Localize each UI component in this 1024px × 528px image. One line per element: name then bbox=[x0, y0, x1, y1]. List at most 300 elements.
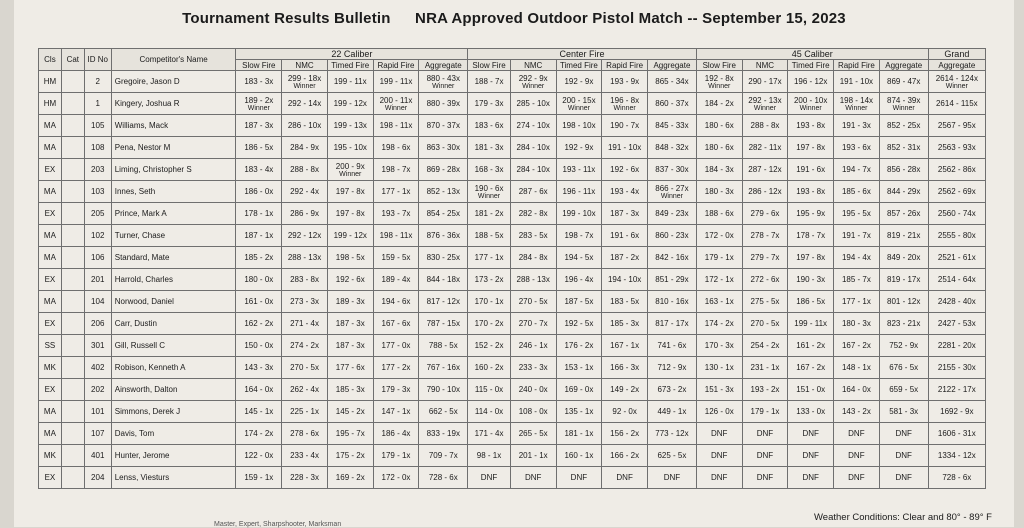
score-cell: 2567 - 95x bbox=[928, 115, 985, 137]
score-cell: 193 - 9x bbox=[602, 71, 648, 93]
score-cell: 196 - 12x bbox=[788, 71, 834, 93]
score-cell: DNF bbox=[879, 423, 928, 445]
score-cell: DNF bbox=[696, 467, 742, 489]
score-cell: 2281 - 20x bbox=[928, 335, 985, 357]
score-cell: 787 - 15x bbox=[419, 313, 468, 335]
score-cell: 190 - 6x Winner bbox=[468, 181, 511, 203]
class-cell: HM bbox=[39, 71, 62, 93]
category-cell bbox=[61, 379, 84, 401]
score-cell: 173 - 2x bbox=[468, 269, 511, 291]
match-title: NRA Approved Outdoor Pistol Match -- September 15, 2023 bbox=[415, 10, 846, 27]
category-cell bbox=[61, 93, 84, 115]
table-row bbox=[39, 115, 986, 137]
id-cell: 205 bbox=[84, 203, 111, 225]
score-cell: 170 - 1x bbox=[468, 291, 511, 313]
class-cell: EX bbox=[39, 203, 62, 225]
score-cell: 709 - 7x bbox=[419, 445, 468, 467]
score-cell: 283 - 5x bbox=[510, 225, 556, 247]
score-cell: 193 - 8x bbox=[788, 115, 834, 137]
score-cell: 198 - 7x bbox=[556, 225, 602, 247]
score-cell: DNF bbox=[742, 423, 788, 445]
category-cell bbox=[61, 181, 84, 203]
score-cell: 177 - 1x bbox=[373, 181, 419, 203]
score-cell: 790 - 10x bbox=[419, 379, 468, 401]
score-cell: 195 - 10x bbox=[327, 137, 373, 159]
category-cell bbox=[61, 423, 84, 445]
score-cell: 2562 - 69x bbox=[928, 181, 985, 203]
score-cell: 288 - 13x bbox=[510, 269, 556, 291]
id-cell: 202 bbox=[84, 379, 111, 401]
score-cell: 874 - 39x Winner bbox=[879, 93, 928, 115]
score-cell: 166 - 2x bbox=[602, 445, 648, 467]
score-cell: 199 - 13x bbox=[327, 115, 373, 137]
score-cell: 185 - 3x bbox=[327, 379, 373, 401]
score-cell: 292 - 4x bbox=[282, 181, 328, 203]
category-cell bbox=[61, 291, 84, 313]
score-cell: 262 - 4x bbox=[282, 379, 328, 401]
score-cell: 270 - 7x bbox=[510, 313, 556, 335]
score-cell: 869 - 47x bbox=[879, 71, 928, 93]
class-cell: EX bbox=[39, 379, 62, 401]
score-cell: 174 - 2x bbox=[236, 423, 282, 445]
score-cell: 869 - 28x bbox=[419, 159, 468, 181]
score-cell: DNF bbox=[788, 467, 834, 489]
score-cell: 854 - 25x bbox=[419, 203, 468, 225]
score-cell: 837 - 30x bbox=[647, 159, 696, 181]
score-cell: 273 - 3x bbox=[282, 291, 328, 313]
score-cell: 169 - 2x bbox=[327, 467, 373, 489]
winner-label: Winner bbox=[567, 104, 590, 112]
table-row bbox=[39, 269, 986, 291]
score-cell: 180 - 3x bbox=[696, 181, 742, 203]
score-cell: 190 - 3x bbox=[788, 269, 834, 291]
competitor-name: Hunter, Jerome bbox=[111, 445, 236, 467]
score-cell: DNF bbox=[742, 467, 788, 489]
score-cell: 187 - 3x bbox=[327, 335, 373, 357]
table-row bbox=[39, 379, 986, 401]
score-cell: 1334 - 12x bbox=[928, 445, 985, 467]
score-cell: 98 - 1x bbox=[468, 445, 511, 467]
score-cell: 193 - 7x bbox=[373, 203, 419, 225]
subcol-nmc: NMC bbox=[742, 60, 788, 71]
score-cell: 191 - 10x bbox=[602, 137, 648, 159]
winner-label: Winner bbox=[339, 170, 362, 178]
score-cell: 860 - 23x bbox=[647, 225, 696, 247]
score-cell: 163 - 1x bbox=[696, 291, 742, 313]
score-cell: 177 - 0x bbox=[373, 335, 419, 357]
score-cell: 288 - 13x bbox=[282, 247, 328, 269]
score-cell: DNF bbox=[647, 467, 696, 489]
score-cell: 292 - 14x bbox=[282, 93, 328, 115]
score-cell: 2562 - 86x bbox=[928, 159, 985, 181]
score-cell: 292 - 12x bbox=[282, 225, 328, 247]
score-cell: 167 - 1x bbox=[602, 335, 648, 357]
id-cell: 108 bbox=[84, 137, 111, 159]
score-cell: 197 - 8x bbox=[327, 203, 373, 225]
score-cell: 187 - 5x bbox=[556, 291, 602, 313]
class-cell: MA bbox=[39, 423, 62, 445]
table-row bbox=[39, 93, 986, 115]
subcol-nmc: NMC bbox=[282, 60, 328, 71]
score-cell: 190 - 7x bbox=[602, 115, 648, 137]
score-cell: 151 - 3x bbox=[696, 379, 742, 401]
score-cell: 191 - 10x bbox=[834, 71, 880, 93]
category-cell bbox=[61, 269, 84, 291]
col-cls: Cls bbox=[39, 49, 62, 71]
score-cell: 200 - 11x Winner bbox=[373, 93, 419, 115]
subcol-timed-fire: Timed Fire bbox=[788, 60, 834, 71]
score-cell: 284 - 9x bbox=[282, 137, 328, 159]
id-cell: 2 bbox=[84, 71, 111, 93]
score-cell: 728 - 6x bbox=[928, 467, 985, 489]
score-cell: 1606 - 31x bbox=[928, 423, 985, 445]
id-cell: 204 bbox=[84, 467, 111, 489]
score-cell: 195 - 7x bbox=[327, 423, 373, 445]
score-cell: 286 - 10x bbox=[282, 115, 328, 137]
score-cell: 176 - 2x bbox=[556, 335, 602, 357]
category-cell bbox=[61, 335, 84, 357]
winner-label: Winner bbox=[432, 82, 455, 90]
score-cell: 201 - 1x bbox=[510, 445, 556, 467]
class-cell: EX bbox=[39, 159, 62, 181]
score-cell: 185 - 6x bbox=[834, 181, 880, 203]
score-cell: 185 - 2x bbox=[236, 247, 282, 269]
class-cell: MA bbox=[39, 137, 62, 159]
class-cell: HM bbox=[39, 93, 62, 115]
score-cell: 870 - 37x bbox=[419, 115, 468, 137]
subcol-slow-fire: Slow Fire bbox=[236, 60, 282, 71]
table-row bbox=[39, 335, 986, 357]
competitor-name: Pena, Nestor M bbox=[111, 137, 236, 159]
subcol-rapid-fire: Rapid Fire bbox=[834, 60, 880, 71]
subcol-rapid-fire: Rapid Fire bbox=[602, 60, 648, 71]
table-row bbox=[39, 203, 986, 225]
score-cell: 188 - 5x bbox=[468, 225, 511, 247]
score-cell: 240 - 0x bbox=[510, 379, 556, 401]
subcol-grand-aggregate: Aggregate bbox=[928, 60, 985, 71]
score-cell: 833 - 19x bbox=[419, 423, 468, 445]
score-cell: DNF bbox=[510, 467, 556, 489]
competitor-name: Simmons, Derek J bbox=[111, 401, 236, 423]
score-cell: 179 - 1x bbox=[373, 445, 419, 467]
score-cell: 122 - 0x bbox=[236, 445, 282, 467]
competitor-name: Davis, Tom bbox=[111, 423, 236, 445]
score-cell: 199 - 11x bbox=[373, 71, 419, 93]
score-cell: 876 - 36x bbox=[419, 225, 468, 247]
score-cell: 198 - 5x bbox=[327, 247, 373, 269]
score-cell: 180 - 3x bbox=[834, 313, 880, 335]
score-cell: 186 - 4x bbox=[373, 423, 419, 445]
score-cell: 287 - 12x bbox=[742, 159, 788, 181]
score-cell: 2560 - 74x bbox=[928, 203, 985, 225]
score-cell: DNF bbox=[834, 423, 880, 445]
id-cell: 301 bbox=[84, 335, 111, 357]
score-cell: 177 - 1x bbox=[834, 291, 880, 313]
score-cell: 844 - 18x bbox=[419, 269, 468, 291]
score-cell: 164 - 0x bbox=[236, 379, 282, 401]
score-cell: 810 - 16x bbox=[647, 291, 696, 313]
class-cell: EX bbox=[39, 313, 62, 335]
score-cell: 823 - 21x bbox=[879, 313, 928, 335]
score-cell: 292 - 9x Winner bbox=[510, 71, 556, 93]
score-cell: 193 - 2x bbox=[742, 379, 788, 401]
class-cell: MA bbox=[39, 401, 62, 423]
subcol-timed-fire: Timed Fire bbox=[327, 60, 373, 71]
score-cell: 185 - 3x bbox=[602, 313, 648, 335]
score-cell: 625 - 5x bbox=[647, 445, 696, 467]
score-cell: 849 - 23x bbox=[647, 203, 696, 225]
id-cell: 402 bbox=[84, 357, 111, 379]
class-cell: MA bbox=[39, 247, 62, 269]
score-cell: 287 - 6x bbox=[510, 181, 556, 203]
score-cell: 187 - 3x bbox=[602, 203, 648, 225]
score-cell: 186 - 5x bbox=[236, 137, 282, 159]
score-cell: 282 - 11x bbox=[742, 137, 788, 159]
score-cell: 2428 - 40x bbox=[928, 291, 985, 313]
score-cell: 286 - 9x bbox=[282, 203, 328, 225]
class-cell: MA bbox=[39, 115, 62, 137]
winner-label: Winner bbox=[945, 82, 968, 90]
score-cell: 133 - 0x bbox=[788, 401, 834, 423]
score-cell: 167 - 2x bbox=[788, 357, 834, 379]
score-cell: 192 - 6x bbox=[327, 269, 373, 291]
header-row-groups bbox=[39, 49, 986, 60]
score-cell: 187 - 2x bbox=[602, 247, 648, 269]
class-cell: MA bbox=[39, 291, 62, 313]
score-cell: 151 - 0x bbox=[788, 379, 834, 401]
winner-label: Winner bbox=[522, 82, 545, 90]
score-cell: 191 - 7x bbox=[834, 225, 880, 247]
score-cell: 851 - 29x bbox=[647, 269, 696, 291]
subcol-aggregate: Aggregate bbox=[419, 60, 468, 71]
score-cell: 126 - 0x bbox=[696, 401, 742, 423]
table-row bbox=[39, 401, 986, 423]
score-cell: 108 - 0x bbox=[510, 401, 556, 423]
score-cell: 194 - 6x bbox=[373, 291, 419, 313]
table-row bbox=[39, 357, 986, 379]
score-cell: 773 - 12x bbox=[647, 423, 696, 445]
score-cell: 199 - 11x bbox=[327, 71, 373, 93]
competitor-name: Turner, Chase bbox=[111, 225, 236, 247]
winner-label: Winner bbox=[613, 104, 636, 112]
table-row bbox=[39, 247, 986, 269]
score-cell: 659 - 5x bbox=[879, 379, 928, 401]
score-cell: 2155 - 30x bbox=[928, 357, 985, 379]
col-cat: Cat bbox=[61, 49, 84, 71]
score-cell: 197 - 8x bbox=[327, 181, 373, 203]
score-cell: 179 - 1x bbox=[696, 247, 742, 269]
score-cell: 880 - 39x bbox=[419, 93, 468, 115]
score-cell: 198 - 11x bbox=[373, 115, 419, 137]
score-cell: 278 - 6x bbox=[282, 423, 328, 445]
score-cell: 198 - 11x bbox=[373, 225, 419, 247]
id-cell: 102 bbox=[84, 225, 111, 247]
score-cell: 180 - 0x bbox=[236, 269, 282, 291]
class-cell: MA bbox=[39, 225, 62, 247]
competitor-name: Harrold, Charles bbox=[111, 269, 236, 291]
class-legend: Master, Expert, Sharpshooter, Marksman bbox=[214, 521, 342, 528]
score-cell: 676 - 5x bbox=[879, 357, 928, 379]
score-cell: 279 - 6x bbox=[742, 203, 788, 225]
score-cell: DNF bbox=[788, 423, 834, 445]
score-cell: 183 - 5x bbox=[602, 291, 648, 313]
competitor-name: Ainsworth, Dalton bbox=[111, 379, 236, 401]
score-cell: 135 - 1x bbox=[556, 401, 602, 423]
category-cell bbox=[61, 357, 84, 379]
score-cell: 189 - 2x Winner bbox=[236, 93, 282, 115]
group-22-caliber: 22 Caliber bbox=[236, 49, 468, 60]
score-cell: 801 - 12x bbox=[879, 291, 928, 313]
id-cell: 103 bbox=[84, 181, 111, 203]
score-cell: 195 - 5x bbox=[834, 203, 880, 225]
score-cell: 148 - 1x bbox=[834, 357, 880, 379]
competitor-name: Gregoire, Jason D bbox=[111, 71, 236, 93]
score-cell: 191 - 3x bbox=[834, 115, 880, 137]
score-cell: 844 - 29x bbox=[879, 181, 928, 203]
score-cell: 193 - 6x bbox=[834, 137, 880, 159]
group-center-fire: Center Fire bbox=[468, 49, 697, 60]
score-cell: 662 - 5x bbox=[419, 401, 468, 423]
score-cell: DNF bbox=[742, 445, 788, 467]
score-cell: 270 - 5x bbox=[742, 313, 788, 335]
score-cell: 180 - 6x bbox=[696, 115, 742, 137]
score-cell: 198 - 14x Winner bbox=[834, 93, 880, 115]
category-cell bbox=[61, 445, 84, 467]
col-id: ID No bbox=[84, 49, 111, 71]
score-cell: 159 - 1x bbox=[236, 467, 282, 489]
score-cell: 198 - 6x bbox=[373, 137, 419, 159]
score-cell: 178 - 7x bbox=[788, 225, 834, 247]
score-cell: 187 - 3x bbox=[236, 115, 282, 137]
score-cell: 150 - 0x bbox=[236, 335, 282, 357]
winner-label: Winner bbox=[477, 192, 501, 200]
subcol-slow-fire: Slow Fire bbox=[468, 60, 511, 71]
score-cell: 191 - 6x bbox=[788, 159, 834, 181]
score-cell: 197 - 8x bbox=[788, 137, 834, 159]
score-cell: 189 - 3x bbox=[327, 291, 373, 313]
category-cell bbox=[61, 225, 84, 247]
class-cell: MK bbox=[39, 445, 62, 467]
competitor-name: Gill, Russell C bbox=[111, 335, 236, 357]
score-cell: 200 - 9x Winner bbox=[327, 159, 373, 181]
score-cell: 143 - 2x bbox=[834, 401, 880, 423]
score-cell: 180 - 6x bbox=[696, 137, 742, 159]
score-cell: 145 - 2x bbox=[327, 401, 373, 423]
score-cell: 290 - 17x bbox=[742, 71, 788, 93]
score-cell: 194 - 4x bbox=[834, 247, 880, 269]
score-cell: 817 - 12x bbox=[419, 291, 468, 313]
score-cell: 284 - 10x bbox=[510, 159, 556, 181]
score-cell: 92 - 0x bbox=[602, 401, 648, 423]
score-cell: DNF bbox=[602, 467, 648, 489]
score-cell: 767 - 16x bbox=[419, 357, 468, 379]
score-cell: 199 - 12x bbox=[327, 93, 373, 115]
score-cell: 199 - 12x bbox=[327, 225, 373, 247]
id-cell: 201 bbox=[84, 269, 111, 291]
score-cell: 193 - 4x bbox=[602, 181, 648, 203]
score-cell: 174 - 2x bbox=[696, 313, 742, 335]
category-cell bbox=[61, 467, 84, 489]
score-cell: 164 - 0x bbox=[834, 379, 880, 401]
score-cell: 177 - 1x bbox=[468, 247, 511, 269]
score-cell: 162 - 2x bbox=[236, 313, 282, 335]
score-cell: 271 - 4x bbox=[282, 313, 328, 335]
score-cell: 741 - 6x bbox=[647, 335, 696, 357]
score-cell: 849 - 20x bbox=[879, 247, 928, 269]
score-cell: 288 - 8x bbox=[282, 159, 328, 181]
score-cell: 265 - 5x bbox=[510, 423, 556, 445]
score-cell: 156 - 2x bbox=[602, 423, 648, 445]
subcol-nmc: NMC bbox=[510, 60, 556, 71]
table-row bbox=[39, 467, 986, 489]
score-cell: 819 - 21x bbox=[879, 225, 928, 247]
score-cell: 170 - 3x bbox=[696, 335, 742, 357]
id-cell: 206 bbox=[84, 313, 111, 335]
score-cell: 147 - 1x bbox=[373, 401, 419, 423]
score-cell: 181 - 1x bbox=[556, 423, 602, 445]
score-cell: 181 - 2x bbox=[468, 203, 511, 225]
score-cell: 581 - 3x bbox=[879, 401, 928, 423]
winner-label: Winner bbox=[660, 192, 684, 200]
table-row bbox=[39, 313, 986, 335]
score-cell: 866 - 27x Winner bbox=[647, 181, 696, 203]
score-cell: 817 - 17x bbox=[647, 313, 696, 335]
score-cell: 188 - 7x bbox=[468, 71, 511, 93]
winner-label: Winner bbox=[753, 104, 777, 112]
score-cell: 284 - 10x bbox=[510, 137, 556, 159]
score-cell: 161 - 2x bbox=[788, 335, 834, 357]
score-cell: 130 - 1x bbox=[696, 357, 742, 379]
score-cell: 2514 - 64x bbox=[928, 269, 985, 291]
score-cell: 863 - 30x bbox=[419, 137, 468, 159]
score-cell: 856 - 28x bbox=[879, 159, 928, 181]
table-row bbox=[39, 137, 986, 159]
score-cell: DNF bbox=[879, 467, 928, 489]
score-cell: 2614 - 115x bbox=[928, 93, 985, 115]
score-cell: 673 - 2x bbox=[647, 379, 696, 401]
score-cell: 169 - 0x bbox=[556, 379, 602, 401]
subcol-rapid-fire: Rapid Fire bbox=[373, 60, 419, 71]
score-cell: 282 - 8x bbox=[510, 203, 556, 225]
competitor-name: Innes, Seth bbox=[111, 181, 236, 203]
score-cell: 880 - 43x Winner bbox=[419, 71, 468, 93]
score-cell: 184 - 3x bbox=[696, 159, 742, 181]
score-cell: 192 - 6x bbox=[602, 159, 648, 181]
score-cell: 198 - 7x bbox=[373, 159, 419, 181]
score-cell: 171 - 4x bbox=[468, 423, 511, 445]
score-cell: DNF bbox=[696, 423, 742, 445]
score-cell: 279 - 7x bbox=[742, 247, 788, 269]
competitor-name: Norwood, Daniel bbox=[111, 291, 236, 313]
score-cell: 1692 - 9x bbox=[928, 401, 985, 423]
score-cell: 848 - 32x bbox=[647, 137, 696, 159]
score-cell: 161 - 0x bbox=[236, 291, 282, 313]
score-cell: 2614 - 124x Winner bbox=[928, 71, 985, 93]
score-cell: 231 - 1x bbox=[742, 357, 788, 379]
score-cell: 145 - 1x bbox=[236, 401, 282, 423]
score-cell: 159 - 5x bbox=[373, 247, 419, 269]
id-cell: 104 bbox=[84, 291, 111, 313]
score-cell: 189 - 4x bbox=[373, 269, 419, 291]
score-cell: 830 - 25x bbox=[419, 247, 468, 269]
category-cell bbox=[61, 247, 84, 269]
id-cell: 401 bbox=[84, 445, 111, 467]
score-cell: 199 - 11x bbox=[788, 313, 834, 335]
score-cell: 233 - 4x bbox=[282, 445, 328, 467]
competitor-name: Standard, Mate bbox=[111, 247, 236, 269]
score-cell: 860 - 37x bbox=[647, 93, 696, 115]
score-cell: 272 - 6x bbox=[742, 269, 788, 291]
